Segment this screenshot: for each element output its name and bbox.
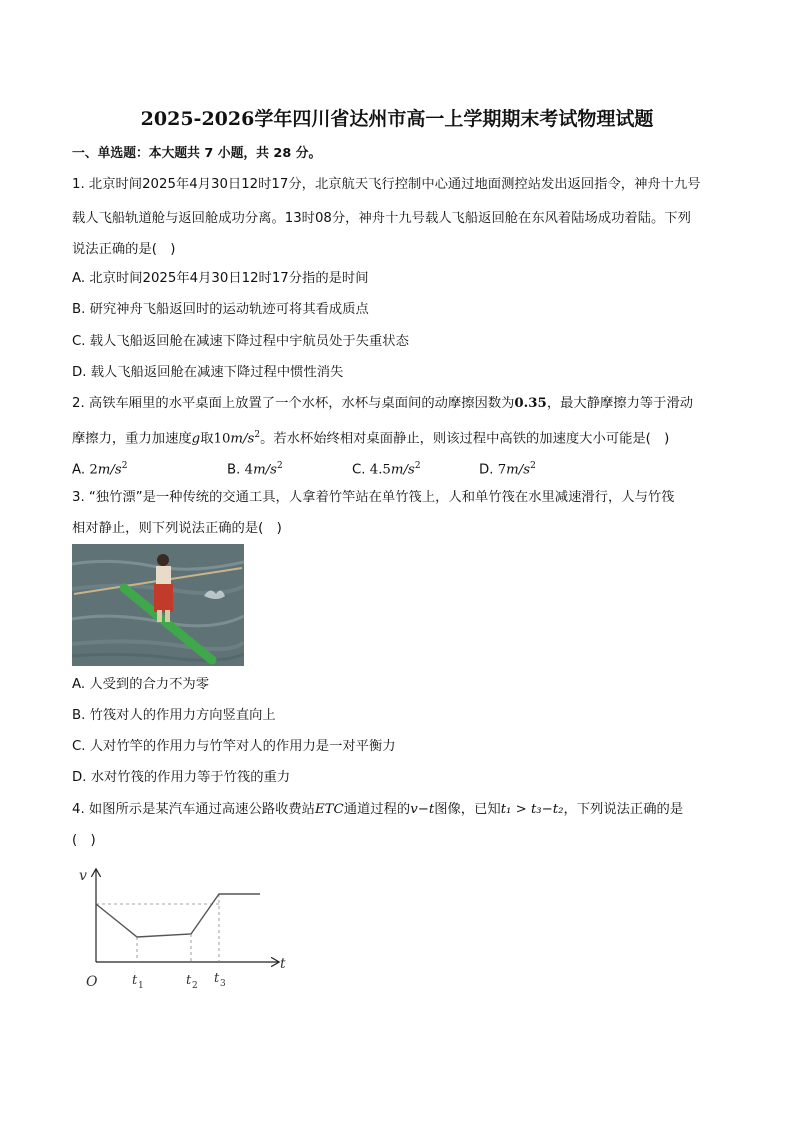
q2-option-label: D. — [479, 462, 494, 478]
q4-condition: t₁ > t₃−t₂ — [500, 802, 564, 817]
q2-g-value: 10 — [213, 431, 231, 447]
q2-option-value: 7 — [497, 462, 507, 478]
q2-stem-line2 — [72, 426, 732, 448]
v-t-graph — [76, 862, 296, 994]
q4-etc-term: ETC — [314, 802, 344, 817]
q1-option-a: A. 北京时间2025年4月30日12时17分指的是时间 — [72, 271, 369, 286]
q2-option-a — [72, 457, 127, 479]
q2-option-exponent: 2 — [121, 461, 128, 471]
velocity-curve — [96, 894, 260, 937]
t3-label: t — [214, 971, 220, 986]
q2-option-c — [352, 457, 421, 479]
q3-option-d: D. 水对竹筏的作用力等于竹筏的重力 — [72, 770, 291, 785]
q1-stem-line2: 载人飞船轨道舱与返回舱成功分离。13时08分，神舟十九号载人飞船返回舱在东风着陆场成功着陆。下列 — [72, 211, 691, 226]
q2-option-label: B. — [227, 462, 241, 478]
q2-mu-value: 0.35 — [514, 396, 547, 411]
q3-stem-line1: 3. “独竹漂”是一种传统的交通工具，人拿着竹竿站在单竹筏上，人和单竹筏在水里减速滑行，人与竹筏 — [72, 490, 675, 505]
page-title: 2025-2026学年四川省达州市高一上学期期末考试物理试题 — [140, 108, 654, 130]
q3-stem-line2: 相对静止，则下列说法正确的是( ) — [72, 521, 282, 536]
person-leg — [165, 610, 170, 622]
origin-label: O — [86, 974, 98, 990]
q2-stem-line1 — [72, 395, 732, 413]
q2-option-d — [479, 457, 536, 479]
person-head — [157, 554, 169, 566]
q2-option-label: C. — [352, 462, 366, 478]
t3-subscript: 3 — [220, 979, 226, 989]
q1-stem-line1: 1. 北京时间2025年4月30日12时17分，北京航天飞行控制中心通过地面测控站发出返回指令，神舟十九号 — [72, 177, 701, 192]
q2-unit: m/s — [230, 431, 255, 447]
t-axis-label: t — [280, 956, 286, 972]
q2-unit-exponent: 2 — [254, 430, 261, 440]
q4-vt-term: v−t — [410, 802, 435, 817]
t1-subscript: 1 — [138, 981, 144, 991]
q3-option-a: A. 人受到的合力不为零 — [72, 677, 209, 692]
q2-option-unit: m/s — [253, 462, 277, 478]
q2-stem-text: 摩擦力，重力加速度 — [72, 431, 192, 447]
q2-option-value: 4 — [244, 462, 254, 478]
q2-option-unit: m/s — [390, 462, 415, 478]
q1-option-b: B. 研究神舟飞船返回时的运动轨迹可将其看成质点 — [72, 302, 369, 317]
q1-option-c: C. 载人飞船返回舱在减速下降过程中宇航员处于失重状态 — [72, 334, 409, 349]
q4-stem-text: 4. 如图所示是某汽车通过高速公路收费站 — [72, 802, 315, 817]
q4-stem-text: ，下列说法正确的是 — [563, 802, 684, 817]
t2-subscript: 2 — [192, 981, 198, 991]
q1-stem-line3: 说法正确的是( ) — [72, 242, 176, 257]
q2-option-exponent: 2 — [530, 461, 536, 471]
q1-option-d: D. 载人飞船返回舱在减速下降过程中惯性消失 — [72, 365, 344, 380]
q2-option-exponent: 2 — [276, 461, 283, 471]
person-torso — [156, 566, 171, 586]
q4-stem-line1 — [72, 801, 732, 819]
v-axis-label: v — [79, 868, 87, 884]
q2-option-value: 4.5 — [369, 462, 391, 478]
person-skirt — [154, 584, 173, 612]
q2-option-label: A. — [72, 462, 86, 478]
q2-option-value: 2 — [89, 462, 98, 478]
q3-option-b: B. 竹筏对人的作用力方向竖直向上 — [72, 708, 276, 723]
q4-stem-text: 图像，已知 — [434, 802, 501, 817]
q2-option-unit: m/s — [506, 462, 531, 478]
q2-stem-text: ，最大静摩擦力等于滑动 — [546, 396, 694, 411]
bamboo-rafting-illustration — [72, 544, 244, 666]
q2-option-exponent: 2 — [414, 461, 421, 471]
q2-stem-text: 2. 高铁车厢里的水平桌面上放置了一个水杯，水杯与桌面间的动摩擦因数为 — [72, 396, 515, 411]
q4-stem-line2: ( ) — [72, 833, 96, 848]
q2-option-b — [227, 457, 283, 479]
q2-option-unit: m/s — [97, 462, 122, 478]
person-leg — [157, 610, 162, 622]
t2-label: t — [186, 973, 192, 988]
q2-stem-text: 取 — [200, 431, 214, 447]
section-heading: 一、单选题：本大题共 7 小题，共 28 分。 — [72, 146, 322, 161]
q2-stem-text: 。若水杯始终相对桌面静止，则该过程中高铁的加速度大小可能是( ) — [260, 431, 670, 447]
q2-g-symbol: g — [191, 431, 201, 447]
t1-label: t — [132, 973, 138, 988]
q4-stem-text: 通道过程的 — [343, 802, 411, 817]
q3-option-c: C. 人对竹竿的作用力与竹竿对人的作用力是一对平衡力 — [72, 739, 396, 754]
bamboo-rafting-photo — [72, 544, 244, 666]
v-t-graph-svg — [76, 862, 296, 994]
